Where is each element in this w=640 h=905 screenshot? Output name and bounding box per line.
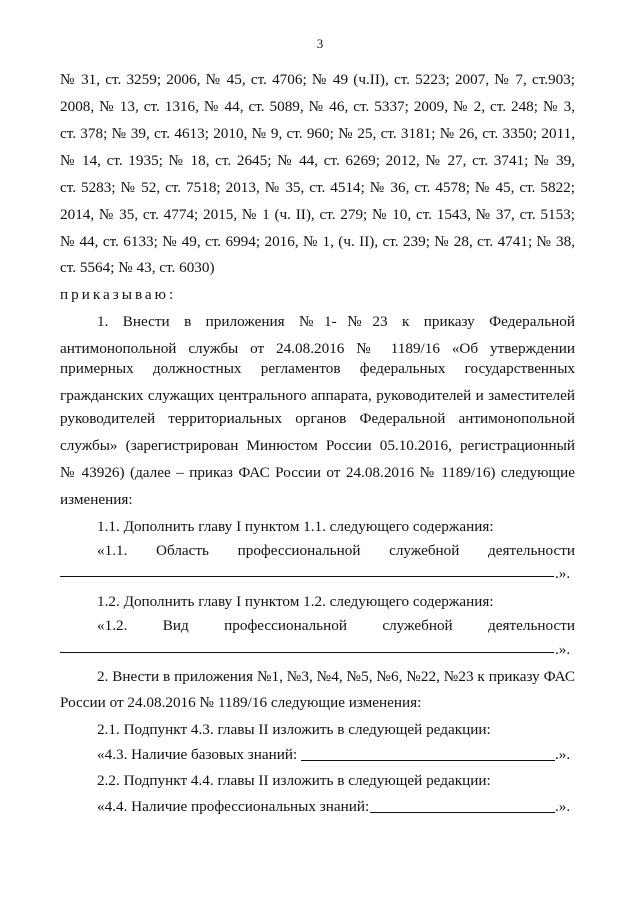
item-1-1-quote: «1.1. Область профессиональной служебной деятельности [97, 542, 575, 559]
order-word: приказываю: [60, 286, 177, 303]
closing-quote: .». [555, 565, 571, 582]
item-2-2: 2.2. Подпункт 4.4. главы II изложить в следующей редакции: [97, 772, 491, 789]
paragraph-line: изменения: [60, 491, 133, 508]
paragraph-line: антимонопольной службы от 24.08.2016 № 1189/16 «Об утверждении [60, 340, 575, 357]
blank-line [370, 812, 555, 813]
item-2-2-quote: «4.4. Наличие профессиональных знаний: [97, 798, 370, 815]
paragraph-line: службы» (зарегистрирован Минюстом России 05.10.2016, регистрационный [60, 437, 575, 454]
blank-line [60, 576, 554, 577]
text-line: ст. 5564; № 43, ст. 6030) [60, 259, 215, 276]
paragraph-line: гражданских служащих центрального аппарата, руководителей и заместителей [60, 387, 575, 404]
closing-quote: .». [555, 798, 571, 815]
text-line: № 44, ст. 6133; № 49, ст. 6994; 2016, № 1, (ч. II), ст. 239; № 28, ст. 4741; № 38, [60, 233, 575, 250]
item-1-2: 1.2. Дополнить главу I пунктом 1.2. следующего содержания: [97, 593, 494, 610]
paragraph-line: 1. Внести в приложения №1-№23 к приказу Федеральной [97, 313, 575, 330]
item-1-1: 1.1. Дополнить главу I пунктом 1.1. следующего содержания: [97, 518, 494, 535]
blank-line [60, 652, 554, 653]
item-2-1-quote: «4.3. Наличие базовых знаний: [97, 746, 298, 763]
page-number: 3 [316, 36, 324, 51]
text-line: ст. 378; № 39, ст. 4613; 2010, № 9, ст. 960; № 25, ст. 3181; № 26, ст. 3350; 2011, [60, 125, 575, 142]
text-line: ст. 5283; № 52, ст. 7518; 2013, № 35, ст. 4514; № 36, ст. 4578; № 45, ст. 5822; [60, 179, 575, 196]
text-line: № 31, ст. 3259; 2006, № 45, ст. 4706; № 49 (ч.II), ст. 5223; 2007, № 7, ст.903; [60, 71, 575, 88]
item-1-2-quote: «1.2. Вид профессиональной служебной деятельности [97, 617, 575, 634]
paragraph-line: руководителей территориальных органов Федеральной антимонопольной [60, 410, 575, 427]
paragraph-line: России от 24.08.2016 № 1189/16 следующие изменения: [60, 694, 422, 711]
text-line: № 14, ст. 1935; № 18, ст. 2645; № 44, ст. 6269; 2012, № 27, ст. 3741; № 39, [60, 152, 575, 169]
text-line: 2014, № 35, ст. 4774; 2015, № 1 (ч. II), ст. 279; № 10, ст. 1543, № 37, ст. 5153; [60, 206, 575, 223]
text-line: 2008, № 13, ст. 1316, № 44, ст. 5089, № 46, ст. 5337; 2009, № 2, ст. 248; № 3, [60, 98, 575, 115]
paragraph-line: 2. Внести в приложения №1, №3, №4, №5, №6, №22, №23 к приказу ФАС [97, 668, 575, 685]
blank-line [301, 760, 555, 761]
item-2-1: 2.1. Подпункт 4.3. главы II изложить в следующей редакции: [97, 721, 491, 738]
paragraph-line: № 43926) (далее – приказ ФАС России от 24.08.2016 № 1189/16) следующие [60, 464, 575, 481]
closing-quote: .». [555, 746, 571, 763]
closing-quote: .». [555, 641, 571, 658]
paragraph-line: примерных должностных регламентов федеральных государственных [60, 360, 575, 377]
